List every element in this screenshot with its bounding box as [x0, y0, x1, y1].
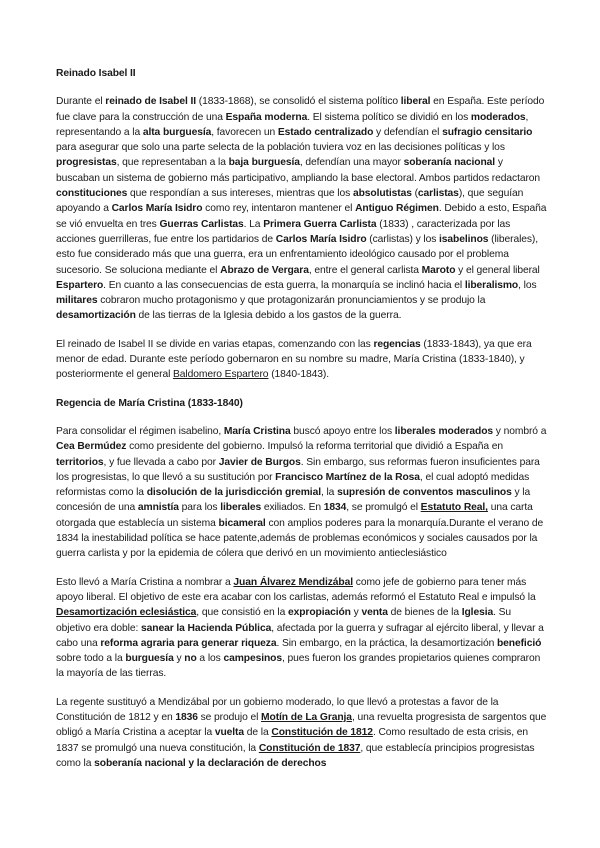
bold-term: disolución de la jurisdicción gremial [146, 487, 321, 499]
text-run: para los [178, 502, 221, 514]
bold-term: Desamortización eclesiástica [56, 607, 197, 619]
bold-term: liberalismo [464, 279, 519, 291]
text-run: , los [518, 279, 537, 291]
text-run: ), que seguían apoyando a [56, 188, 524, 215]
text-run: , que representaban a la [116, 157, 229, 169]
bold-term: 1836 [175, 711, 198, 723]
bold-term: carlistas [417, 188, 459, 200]
text-run: (carlistas) y los [366, 233, 440, 245]
bold-term: vuelta [214, 727, 245, 739]
bold-term: supresión de conventos masculinos [337, 487, 512, 499]
text-run: como jefe de gobierno para tener más apoyo liberal. El objetivo de este era acabar con los carlistas, además reformó el Estatuto Real e impulsó la [56, 576, 536, 603]
bold-term: Juan Álvarez Mendizábal [233, 576, 354, 588]
text-run: y [173, 653, 185, 665]
text-run: una carta otorgada que establecía un sistema [56, 502, 533, 529]
text-run: de bienes de la [387, 607, 462, 619]
text-run: , entre el general carlista [308, 264, 422, 276]
bold-term: 1834 [323, 502, 347, 514]
text-run: a los [196, 653, 224, 665]
text-run: . Sin embargo, sus reformas fueron insuficientes para los progresistas, lo que llevó a su sustitución por [56, 456, 540, 483]
text-run: Durante el [56, 96, 106, 108]
text-run: , el cual adoptó medidas reformistas como la [56, 471, 530, 499]
bold-term: Abrazo de Vergara [220, 264, 309, 276]
paragraph [56, 575, 548, 682]
text-run: . Su objetivo era doble: [56, 607, 512, 634]
bold-term: no [184, 653, 197, 665]
bold-term: soberanía nacional y la declaración de derechos [94, 757, 327, 769]
document-title: Reinado Isabel II [56, 68, 136, 79]
text-run: en España. Este período fue clave para la construcción de una [56, 96, 545, 123]
bold-term: Motín de La Granja [261, 711, 352, 723]
text-run: Para consolidar el régimen isabelino, [56, 425, 224, 437]
bold-term: sufragio censitario [442, 126, 533, 138]
bold-term: progresistas [56, 157, 117, 169]
text-run: , pues fueron los grandes propietarios quienes compraron la mayoría de las tierras. [56, 653, 541, 680]
text-run: de las tierras de la Iglesia debido a los gastos de la guerra. [135, 310, 402, 322]
text-run: , defendían una mayor [299, 157, 404, 169]
text-run: . Como resultado de esta crisis, en 1837 se promulgó una nueva constitución, la [56, 727, 528, 754]
text-run: de la [244, 727, 272, 739]
text-run: que respondían a sus intereses, mientras que los [127, 188, 353, 200]
text-run: , afectada por la guerra y sufragar al ejército liberal, y llevar a cabo una [56, 622, 544, 649]
bold-term: Cea Bermúdez [56, 441, 127, 453]
bold-term: Constitución de 1812 [271, 727, 373, 739]
bold-term: moderados [470, 111, 526, 123]
text-run: y el general liberal [455, 264, 540, 276]
underlined-term [259, 743, 361, 754]
bold-term: absolutistas [352, 188, 412, 200]
text-run: (1833) , caracterizada por las acciones guerrilleras, fue entre los partidarios de [56, 218, 511, 245]
paragraph [56, 337, 548, 383]
text-run: (1840-1843). [268, 369, 329, 381]
text-run: buscó apoyo entre los [290, 425, 395, 437]
bold-term: alta burguesía [142, 126, 212, 138]
text-run: cobraron mucho protagonismo y que protagonizarán pronunciamientos y se produjo la [97, 295, 486, 307]
bold-term: liberales moderados [394, 425, 494, 437]
text-run: como presidente del gobierno. Impulsó la reforma territorial que dividió a España en [126, 441, 504, 453]
bold-term: soberanía nacional [403, 157, 496, 169]
text-run: . Debido a esto, España se vió envuelta en tres [56, 203, 547, 230]
document-page [56, 66, 548, 784]
bold-term: territorios [56, 456, 104, 468]
text-run: sobre todo a la [56, 653, 126, 665]
text-run: y buscaban un sistema de gobierno más participativo, ampliando la base electoral. Ambos partidos redactaron [56, 157, 541, 184]
text-run: para asegurar que solo una parte selecta de la población tuviera voz en las decisiones políticas y los [56, 142, 505, 154]
bold-term: reforma agraria para generar riqueza [100, 637, 277, 649]
bold-term: Carlos María Isidro [111, 203, 203, 215]
text-run: , representando a la [56, 111, 529, 138]
bold-term: desamortización [56, 310, 136, 322]
text-run: , que establecía principios progresistas como la [56, 742, 535, 769]
text-run: . En cuanto a las consecuencias de esta guerra, la monarquía se inclinó hacia el [103, 279, 465, 291]
text-run: como rey, intentaron mantener el [202, 203, 356, 215]
bold-term: venta [361, 607, 388, 619]
text-run: . La [243, 218, 264, 230]
bold-term: regencias [373, 338, 421, 350]
bold-term: Estatuto Real, [420, 502, 488, 514]
bold-term: reinado de Isabel II [105, 96, 196, 108]
underlined-term [261, 712, 352, 723]
underlined-term [421, 502, 488, 513]
bold-term: liberal [400, 96, 431, 108]
text-run: , y fue llevada a cabo por [103, 456, 219, 468]
paragraph [56, 424, 548, 562]
section-heading: Regencia de María Cristina (1833-1840) [56, 397, 243, 409]
text-run: y la concesión de una [56, 487, 531, 514]
text-run: exiliados. En [261, 502, 324, 514]
bold-term: Carlos María Isidro [275, 233, 367, 245]
bold-term: expropiación [287, 607, 351, 619]
bold-term: Constitución de 1837 [258, 742, 361, 754]
text-run: (liberales), esto fue considerado más que una guerra, era un enfrentamiento ideológico causado por el problema sucesorio. Se soluciona mediante el [56, 233, 539, 276]
bold-term: Primera Guerra Carlista [263, 218, 377, 230]
text-run: Esto llevó a María Cristina a nombrar a [56, 576, 234, 588]
bold-term: Antiguo Régimen [355, 203, 439, 215]
paragraph [56, 695, 548, 771]
underlined-term [56, 607, 196, 618]
text-run: . Sin embargo, en la práctica, la desamortización [276, 637, 497, 649]
bold-term: Javier de Burgos [218, 456, 301, 468]
text-run: La regente sustituyó a Mendizábal por un gobierno moderado, lo que llevó a protestas a favor de la Constitución de 1812 y en [56, 696, 499, 723]
bold-term: Francisco Martínez de la Rosa [275, 471, 420, 483]
bold-term: liberales [220, 502, 262, 514]
text-run: , la [320, 487, 338, 499]
bold-term: baja burguesía [228, 157, 300, 169]
text-run: y [350, 607, 362, 619]
text-run: con amplios poderes para la monarquía.Durante el verano de 1834 la inestabilidad política se hace patente,además de problemas económicos y sociales causados por la guerra carlista y por la epidemia de cólera que derivó en un movimiento antieclesiástico [56, 517, 544, 560]
bold-term: Guerras Carlistas [159, 218, 244, 230]
bold-term: bicameral [218, 517, 266, 529]
bold-term: María Cristina [223, 425, 291, 437]
underlined-term [271, 727, 373, 738]
bold-term: burguesía [125, 653, 174, 665]
text-run: . El sistema político se dividió en los [307, 111, 471, 123]
text-run: (1833-1843), ya que era menor de edad. Durante este período gobernaron en su nombre su madre, María Cristina (1833-1840), y posteriormente el general [56, 338, 532, 381]
bold-term: militares [56, 295, 98, 307]
text-run: y defendían el [373, 126, 443, 138]
text-run: , una revuelta progresista de sargentos que obligó a María Cristina a aceptar la [56, 711, 547, 739]
text-run: ( [411, 188, 418, 200]
text-run: se produjo el [197, 711, 262, 723]
bold-term: amnistía [137, 502, 179, 514]
bold-term: Iglesia [461, 607, 494, 619]
bold-term: Espartero [56, 279, 104, 291]
text-run: , se promulgó el [346, 502, 421, 514]
bold-term: constituciones [56, 188, 128, 200]
bold-term: campesinos [223, 653, 282, 665]
bold-term: benefició [496, 637, 542, 649]
bold-term: Maroto [421, 264, 456, 276]
underlined-term: Baldomero Espartero [173, 369, 269, 381]
bold-term: Estado centralizado [277, 126, 374, 138]
text-run: (1833-1868), se consolidó el sistema político [195, 96, 401, 108]
text-run: y nombró a [493, 425, 547, 437]
underlined-term [233, 577, 353, 588]
text-run: , que consistió en la [196, 607, 288, 619]
bold-term: sanear la Hacienda Pública [141, 622, 272, 634]
text-run: El reinado de Isabel II se divide en varias etapas, comenzando con las [56, 338, 374, 350]
bold-term: España moderna [225, 111, 308, 123]
bold-term: isabelinos [439, 233, 489, 245]
paragraph [56, 94, 548, 323]
text-run: , favorecen un [211, 126, 278, 138]
